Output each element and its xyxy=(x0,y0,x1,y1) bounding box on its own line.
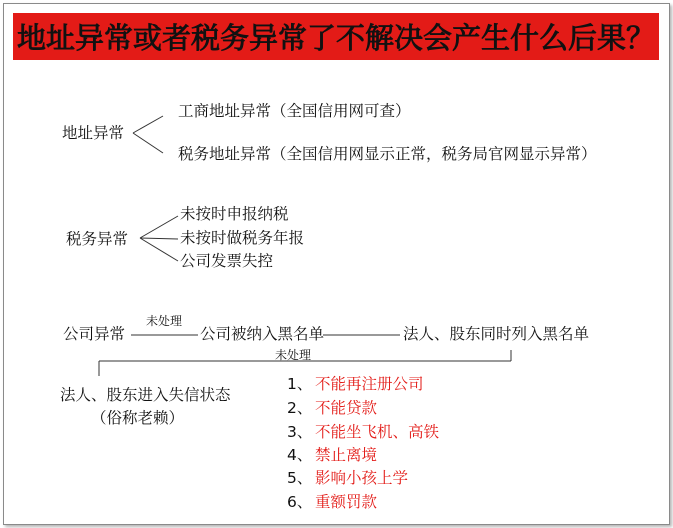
page-title: 地址异常或者税务异常了不解决会产生什么后果？ xyxy=(16,21,655,55)
tax-branch-1 xyxy=(140,216,178,238)
consequence-text: 不能再注册公司 xyxy=(315,375,424,393)
consequence-number: 1、 xyxy=(287,375,313,393)
tax-item-invoice: 公司发票失控 xyxy=(180,252,274,270)
flow-label-unprocessed-2: 未处理 xyxy=(275,348,312,362)
consequence-number: 3、 xyxy=(287,423,313,441)
address-item-business: 工商地址异常（全国信用网可查） xyxy=(178,102,411,120)
consequence-number: 2、 xyxy=(287,399,313,417)
result-dishonest-status: 法人、股东进入失信状态 xyxy=(60,386,231,404)
consequence-text: 禁止离境 xyxy=(315,446,378,464)
consequence-text: 重额罚款 xyxy=(315,493,378,511)
consequence-text: 影响小孩上学 xyxy=(315,469,409,487)
consequence-text: 不能坐飞机、高铁 xyxy=(315,423,440,441)
flow-label-unprocessed-1: 未处理 xyxy=(146,314,183,328)
tax-branch-2 xyxy=(140,238,178,239)
result-nickname: （俗称老赖） xyxy=(91,409,185,427)
flow-start: 公司异常 xyxy=(63,325,126,343)
consequence-number: 5、 xyxy=(287,469,313,487)
flow-blacklist: 公司被纳入黑名单 xyxy=(200,325,325,343)
consequence-text: 不能贷款 xyxy=(315,399,378,417)
address-branch-upper xyxy=(133,116,163,133)
tax-branch-3 xyxy=(140,238,178,261)
consequence-number: 4、 xyxy=(287,446,313,464)
tax-item-declare: 未按时申报纳税 xyxy=(180,205,289,223)
address-item-tax: 税务地址异常（全国信用网显示正常，税务局官网显示异常） xyxy=(178,145,597,163)
flow-legal-blacklist: 法人、股东同时列入黑名单 xyxy=(403,325,590,343)
address-abnormal-label: 地址异常 xyxy=(62,124,125,142)
consequence-number: 6、 xyxy=(287,493,313,511)
tax-abnormal-label: 税务异常 xyxy=(66,230,129,248)
address-branch-lower xyxy=(133,133,163,153)
tax-item-annual-report: 未按时做税务年报 xyxy=(180,229,305,247)
